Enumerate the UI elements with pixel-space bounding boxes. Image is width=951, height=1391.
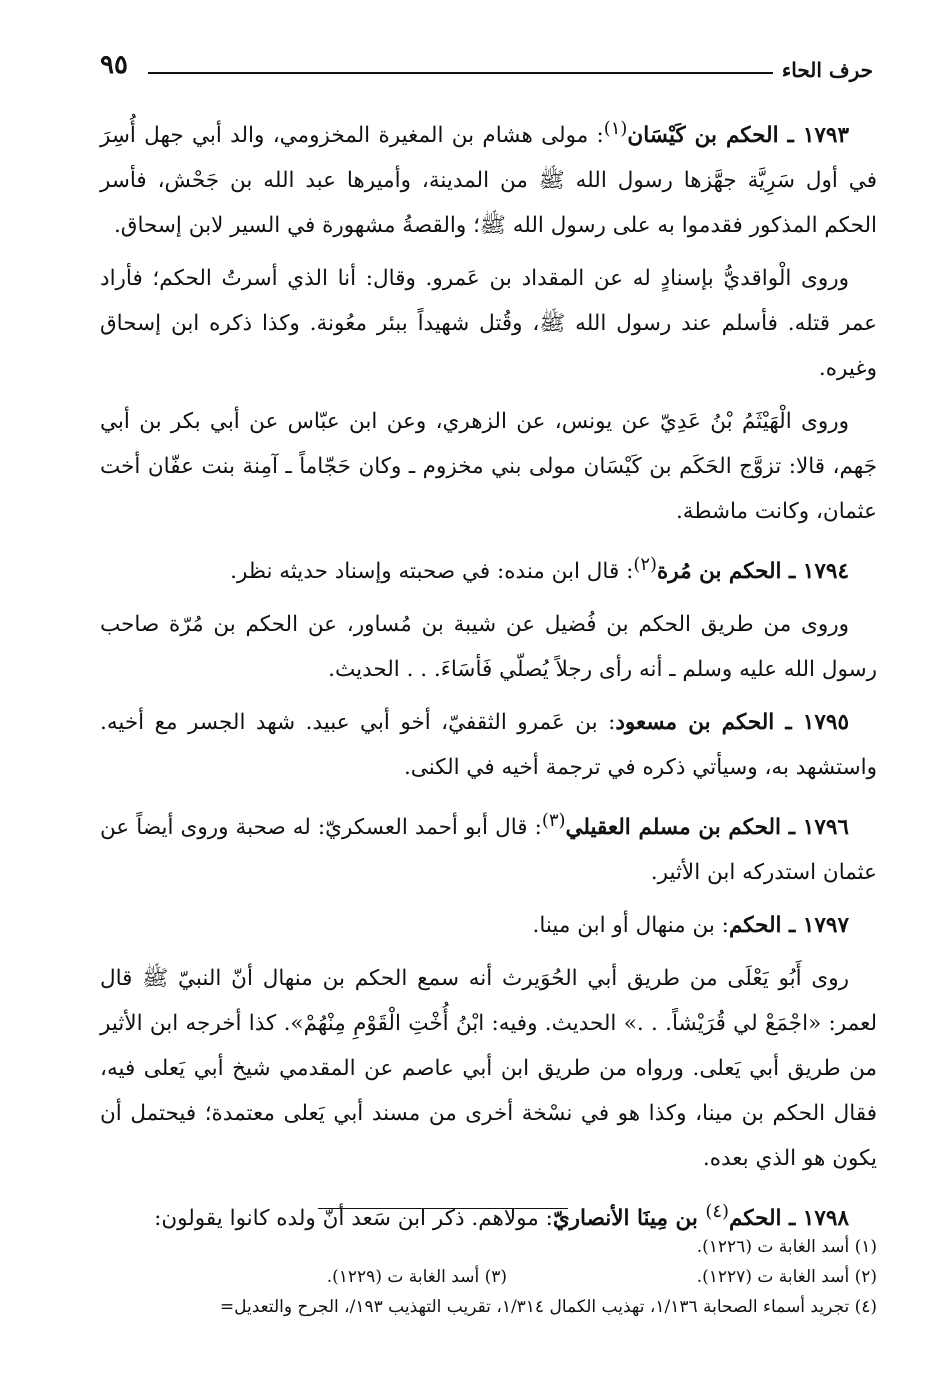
footnote-4: (٤) تجريد أسماء الصحابة ١/١٣٦، تهذيب الكمال ١/٣١٤، تقريب التهذيب ١٩٣/، الجرح والتعديل=	[219, 1297, 877, 1317]
paragraph: وروى الْهَيْثَمُ بْنُ عَدِيّ عن يونس، عن الزهري، وعن ابن عبّاس عن أبي بكر بن أبي جَهم، قالا: تزوَّج الحَكَم بن كَيْسَان مولى بني مخزوم ـ وكان حَجّاماً ـ آمِنة بنت عفّان أخت عثمان، وكانت ماشطة.	[100, 409, 877, 525]
page-number: ٩٥	[100, 50, 128, 80]
entry-text: : قال أبو أحمد العسكريّ: له صحبة وروى أيضاً عن عثمان استدركه ابن الأثير.	[100, 815, 877, 886]
paragraph: روى أَبُو يَعْلَى من طريق أبي الحُوَيرث أنه سمع الحكم بن منهال أنّ النبيّ ﷺ قال لعمر: «اجْمَعْ لي قُرَيْشاً. . .» الحديث. وفيه: ابْنُ أُخْتِ الْقَوْمِ مِنْهُمْ». كذا أخرجه ابن الأثير من طريق أبي يَعلى. ورواه من طريق ابن أبي عاصم عن المقدمي شيخ أبي يَعلى فيه، فقال الحكم بن مينا، وكذا هو في نسْخة أخرى من مسند أبي يَعلى معتمدة؛ فيحتمل أن يكون هو الذي بعده.	[100, 966, 877, 1172]
entry-title-cont: بن مِينَا الأنصاريّ	[552, 1206, 706, 1232]
paragraph: وروى من طريق الحكم بن فُضيل عن شيبة بن مُساور، عن الحكم بن مُرّة صاحب رسول الله عليه وسلم ـ أنه رأى رجلاً يُصلّي فَأسَاءَ. . . الحديث.	[100, 612, 877, 683]
entry-1794	[100, 542, 877, 594]
entry-title: ١٧٩٤ ـ الحكم بن مُرة	[656, 559, 849, 585]
footnote-row	[60, 1292, 877, 1322]
main-text	[100, 106, 877, 1250]
footnote-1: (١) أسد الغابة ت (١٢٢٦).	[696, 1237, 877, 1257]
footnote-ref: (١)	[603, 118, 628, 139]
footnote-row	[60, 1262, 877, 1292]
entry-1796	[100, 798, 877, 895]
entry-1793	[100, 106, 877, 248]
paragraph: وروى الْواقديُّ بإسنادٍ له عن المقداد بن عَمرو. وقال: أنا الذي أسرتُ الحكم؛ فأراد عمر قتله. فأسلم عند رسول الله ﷺ، وقُتل شهيداً ببئر معُونة. وكذا ذكره ابن إسحاق وغيره.	[100, 266, 877, 382]
entry-text: : بن عَمرو الثقفيّ، أخو أبي عبيد. شهد الجسر مع أخيه. واستشهد به، وسيأتي ذكره في ترجمة أخيه في الكنى.	[100, 710, 877, 781]
entry-text: : قال ابن منده: في صحبته وإسناد حديثه نظر.	[230, 559, 634, 585]
header-rule	[148, 72, 773, 74]
footnotes	[60, 1232, 877, 1322]
footnote-ref: (٣)	[541, 810, 566, 832]
entry-title: ١٧٩٦ ـ الحكم بن مسلم العقيلي	[565, 815, 849, 841]
footnote-separator	[318, 1208, 568, 1209]
entry-1795	[100, 700, 877, 790]
entry-title: ١٧٩٧ ـ الحكم	[728, 913, 849, 939]
footnote-2: (٢) أسد الغابة ت (١٢٢٧).	[696, 1267, 877, 1287]
entry-text: : بن منهال أو ابن مينا.	[532, 913, 729, 939]
running-title: حرف الحاء	[781, 58, 873, 82]
footnote-3: (٣) أسد الغابة ت (١٢٢٩).	[326, 1267, 507, 1287]
entry-text: : مولاهم. ذكر ابن سَعد أنّ ولده كانوا يقولون:	[154, 1206, 553, 1232]
footnote-ref: (٤)	[705, 1201, 729, 1223]
entry-title: ١٧٩٨ ـ الحكم	[728, 1206, 849, 1232]
entry-title: ١٧٩٥ ـ الحكم بن مسعود	[615, 710, 849, 736]
footnote-ref: (٢)	[633, 554, 657, 576]
entry-text: : مولى هشام بن المغيرة المخزومي، والد أبي جهل أُسِرَ في أول سَرِيَّة جهَّزها رسول الله ﷺ من المدينة، وأميرها عبد الله بن جَحْش، فأسر الحكم المذكور فقدموا به على رسول الله ﷺ؛ والقصةُ مشهورة في السير لابن إسحاق.	[100, 123, 877, 239]
entry-1797	[100, 903, 877, 948]
entry-title: ١٧٩٣ ـ الحكم بن كَيْسَان	[627, 123, 850, 149]
footnote-row	[60, 1232, 877, 1262]
